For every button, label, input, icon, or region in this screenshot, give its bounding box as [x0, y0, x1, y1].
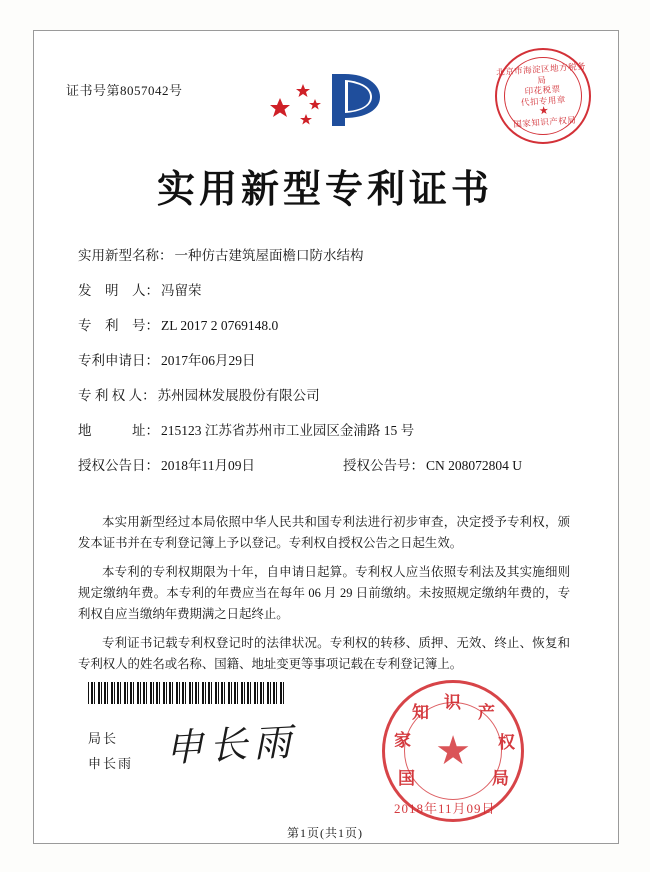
field-label: 实用新型名称： [78, 248, 173, 263]
seal-line-4: 国家知识产权局 [513, 115, 577, 130]
seal-date: 2018年11月09日 [394, 801, 496, 816]
field-value: 冯留荣 [161, 283, 202, 298]
seal-char: 识 [444, 693, 461, 712]
field-label: 发 明 人： [78, 283, 159, 298]
director-title-label: 局长 [88, 731, 119, 746]
seal-line-2: 印花税票 [524, 83, 561, 97]
seal-char: 家 [394, 731, 411, 750]
seal-char: 局 [492, 769, 509, 788]
signature-labels [88, 726, 133, 777]
field-value: 2017年06月29日 [161, 353, 256, 368]
field-row-patentee [78, 384, 574, 419]
paragraph-1: 本实用新型经过本局依照中华人民共和国专利法进行初步审查，决定授予专利权，颁发本证书并在专利登记簿上予以登记。专利权自授权公告之日起生效。 [78, 515, 570, 551]
barcode [88, 682, 284, 704]
seal-star-icon: ★ [538, 105, 550, 118]
field-label: 专利申请日： [78, 353, 159, 368]
field-label: 地 址： [78, 423, 159, 438]
director-name-label: 申长雨 [88, 756, 134, 772]
grant-number-group [343, 454, 522, 474]
field-row-patent-number [78, 314, 574, 349]
seal-star-icon: ★ [435, 728, 471, 773]
seal-char: 产 [478, 703, 495, 722]
field-row-inventor [78, 279, 574, 314]
seal-text [492, 45, 594, 147]
seal-char: 权 [498, 733, 515, 752]
field-value: ZL 2017 2 0769148.0 [161, 318, 279, 333]
field-label: 专 利 权 人： [78, 388, 156, 403]
paragraph-3: 专利证书记载专利权登记时的法律状况。专利权的转移、质押、无效、终止、恢复和专利权人的姓名或名称、国籍、地址变更等事项记载在专利登记簿上。 [78, 635, 570, 671]
page-footer: 第1页(共1页) [287, 826, 363, 840]
field-label: 专 利 号： [78, 318, 159, 333]
field-list [78, 244, 574, 489]
legal-text [78, 512, 570, 682]
field-row-application-date [78, 349, 574, 384]
certificate-number: 证书号第8057042号 [66, 83, 183, 98]
field-row-grant [78, 454, 574, 489]
handwritten-signature: 申长雨 [164, 721, 299, 771]
grant-number-label: 授权公告号： [343, 458, 424, 473]
field-value: 苏州园林发展股份有限公司 [157, 388, 320, 403]
seal-line-3: 代扣专用章 [520, 94, 567, 108]
field-value: 一种仿古建筑屋面檐口防水结构 [174, 248, 364, 263]
grant-number-value: CN 208072804 U [426, 458, 523, 473]
paragraph-2: 本专利的专利权期限为十年，自申请日起算。专利权人应当依照专利法及其实施细则规定缴纳年费。本专利的年费应当在每年 06 月 29 日前缴纳。未按照规定缴纳年费的，专利权自应当缴纳年费期满之日起终止。 [78, 564, 570, 622]
grant-date-value: 2018年11月09日 [161, 458, 255, 473]
field-value: 215123 江苏省苏州市工业园区金浦路 15 号 [161, 423, 415, 438]
seal-char: 国 [398, 769, 415, 788]
grant-date-label: 授权公告日： [78, 458, 159, 473]
patent-office-logo [262, 68, 387, 130]
field-row-address [78, 419, 574, 454]
page-title: 实用新型专利证书 [156, 169, 493, 211]
field-row-name [78, 244, 574, 279]
tax-stamp-seal [495, 48, 591, 144]
seal-line-1: 北京市海淀区地方税务局 [495, 60, 587, 85]
seal-char: 知 [412, 703, 429, 722]
